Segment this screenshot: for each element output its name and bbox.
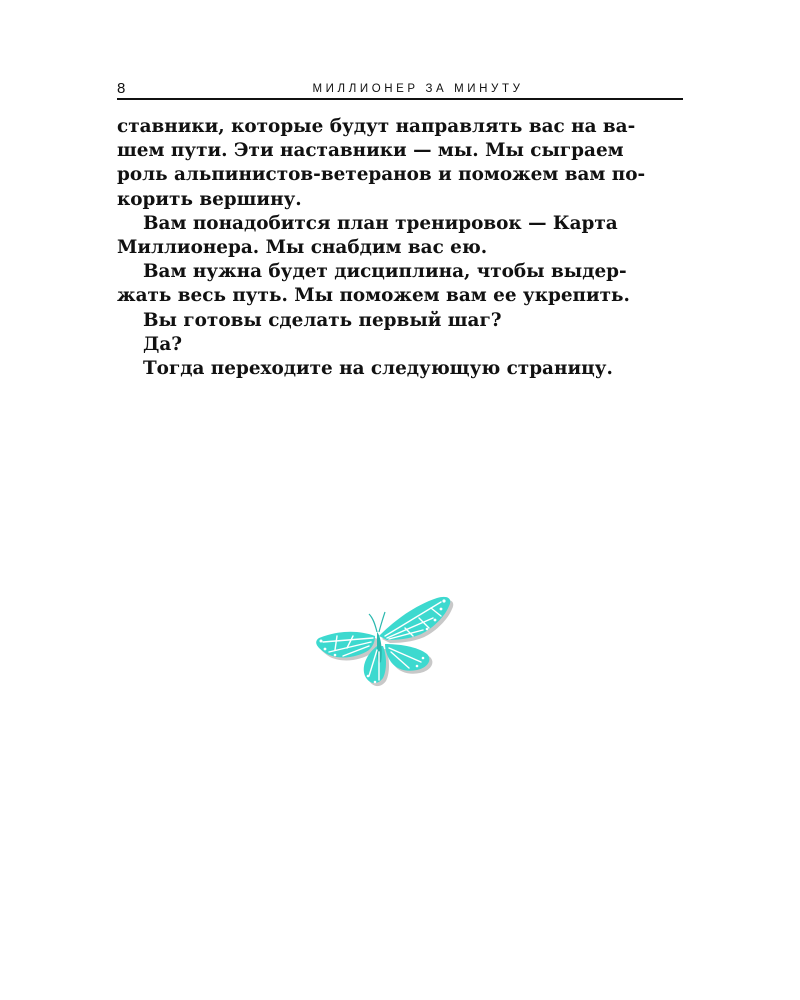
paragraph-6: Тогда переходите на следующую страницу. (143, 358, 613, 380)
paragraph-3: Вам нужна будет дисциплина, чтобы выдер- жать весь путь. Мы поможем вам ее укрепить. (117, 261, 630, 307)
running-head (117, 80, 683, 100)
header-rule (117, 98, 683, 100)
running-title: МИЛЛИОНЕР ЗА МИНУТУ (312, 83, 524, 95)
page-number: 8 (117, 80, 126, 97)
paragraph-4: Вы готовы сделать первый шаг? (143, 309, 502, 331)
butterfly-wings (316, 597, 450, 683)
butterfly-icon (313, 592, 459, 692)
paragraph-1: ставники, которые будут направлять вас на ва- шем пути. Эти наставники — мы. Мы сыграем роль альпинистов-ветеранов и поможем вам по- корить вершину. (117, 116, 646, 210)
body-text (117, 115, 685, 381)
paragraph-5: Да? (143, 333, 183, 355)
paragraph-2: Вам понадобится план тренировок — Карта Миллионера. Мы снабдим вас ею. (117, 212, 618, 259)
